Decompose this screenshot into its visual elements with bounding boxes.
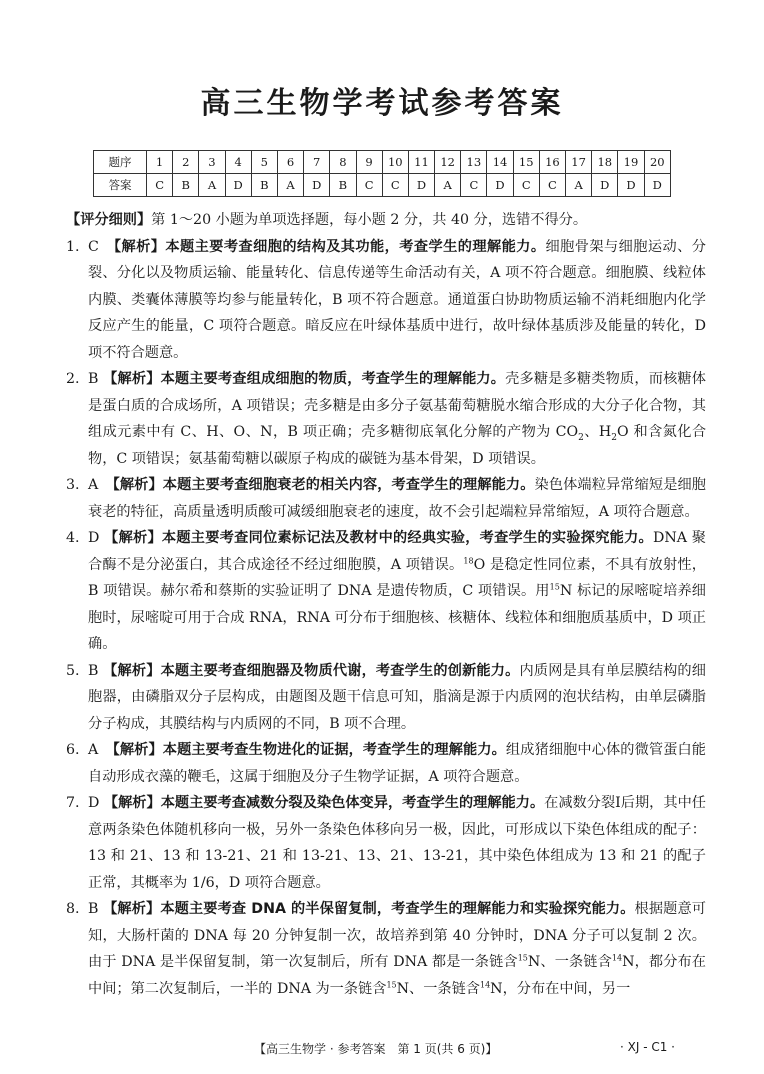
item-number: 8. [66,901,80,917]
item-body: 细胞骨架与细胞运动、分裂、分化以及物质运输、能量转化、信息传递等生命活动有关，A 项不符合题意。细胞膜、线粒体内膜、类囊体薄膜等均参与能量转化，B 项不符合题意。通道蛋白协助物质运输不消耗细胞内化学反应产生的能量，C 项符合题意。暗反应在叶绿体基质中进行，故叶绿体基质涉及能量的转化，D 项不符合题意。 [88,238,706,361]
question-number: 16 [539,151,565,174]
item-body: N 标记的尿嘧啶培养细胞时，尿嘧啶可用于合成 RNA，RNA 可分布于细胞核、核糖体、线粒体和细胞质基质中，D 项正确。 [88,583,706,652]
item-lead: 本题主要考查同位素标记法及教材中的经典实验，考查学生的实验探究能力。 [161,530,653,546]
question-number: 20 [644,151,670,174]
answer-cell: A [199,174,225,197]
item-number: 6. [66,742,80,758]
item-lead: 本题主要考查组成细胞的物质，考查学生的理解能力。 [160,371,506,387]
answer-cell: C [356,174,382,197]
answer-table [93,150,671,197]
question-number: 7 [304,151,330,174]
explanation-item [66,896,706,1002]
analysis-tag: 【解析】 [104,530,162,546]
superscript: 14 [611,953,623,963]
answer-cell: C [513,174,539,197]
explanation-item [66,234,706,367]
answer-cell: C [461,174,487,197]
answer-cell: D [592,174,618,197]
item-body: DNA 聚合酶不是分泌蛋白，其合成途径不经过细胞膜，A 项错误。 [88,530,706,573]
answer-row [94,174,671,197]
superscript: 15 [517,953,528,963]
question-number: 1 [147,151,173,174]
item-lead: 本题主要考查细胞器及物质代谢，考查学生的创新能力。 [160,662,520,679]
answer-cell: D [225,174,251,197]
item-answer: A [88,477,99,493]
item-number: 5. [66,662,80,679]
answer-cell: C [539,174,565,197]
item-lead: 本题主要考查 DNA 的半保留复制，考查学生的理解能力和实验探究能力。 [160,901,635,917]
item-answer: C [88,238,99,255]
question-number: 3 [199,151,225,174]
explanation-item [66,366,706,472]
question-number: 14 [487,151,513,174]
question-number: 8 [330,151,356,174]
item-body: 组成猪细胞中心体的微管蛋白能自动形成衣藻的鞭毛，这属于细胞及分子生物学证据，A 项符合题意。 [88,742,706,785]
explanation-item [66,737,706,790]
item-body: 内质网是具有单层膜结构的细胞器，由磷脂双分子层构成，由题图及题干信息可知，脂滴是源于内质网的泡状结构，由单层磷脂分子构成，其膜结构与内质网的不同，B 项不合理。 [88,662,706,732]
item-answer: D [88,795,100,811]
item-answer: B [88,901,99,917]
item-number: 3. [66,477,80,493]
item-answer: A [88,742,99,758]
item-body: 根据题意可知，大肠杆菌的 DNA 每 20 分钟复制一次，故培养到第 40 分钟时，DNA 分子可以复制 2 次。由于 DNA 是半保留复制，第一次复制后，所有 DNA 都是一条链含 [88,901,706,970]
question-number: 9 [356,151,382,174]
answer-cell: A [435,174,461,197]
answer-cell: A [277,174,303,197]
analysis-tag: 【解析】 [103,901,161,917]
superscript: 14 [479,979,491,989]
item-lead: 本题主要考查细胞的结构及其功能，考查学生的理解能力。 [165,238,546,255]
question-number: 11 [408,151,434,174]
question-number-row [94,151,671,174]
item-body: O 和含氮化合物，C 项错误；氨基葡萄糖以碳原子构成的碳链为基本骨架，D 项错误。 [88,424,707,467]
explanations [66,207,706,1002]
answer-cell: B [330,174,356,197]
answer-cell: C [382,174,408,197]
item-answer: B [88,371,99,387]
item-number: 2. [66,371,80,387]
grading-rule-label: 【评分细则】 [66,212,152,228]
analysis-tag: 【解析】 [113,238,166,255]
analysis-tag: 【解析】 [103,662,161,679]
item-body: N、一条链含 [527,954,612,970]
item-body: 、H [583,424,612,440]
question-number: 15 [513,151,539,174]
item-answer: D [88,530,100,546]
explanation-item [66,472,706,525]
answer-cell: D [644,174,670,197]
item-body: 染色体端粒异常缩短是细胞衰老的特征，高质量透明质酸可减缓细胞衰老的速度，故不会引起端粒异常缩短，A 项符合题意。 [88,477,706,520]
row-header-answer: 答案 [94,174,147,197]
answer-cell: D [487,174,513,197]
item-lead: 本题主要考查减数分裂及染色体变异，考查学生的理解能力。 [160,795,545,811]
answer-cell: A [566,174,592,197]
superscript: 15 [549,582,560,592]
subscript: 2 [578,432,584,443]
superscript: 18 [463,555,474,565]
item-body: 壳多糖是多糖类物质，而核糖体是蛋白质的合成场所，A 项错误；壳多糖是由多分子氨基葡萄糖脱水缩合形成的大分子化合物，其组成元素中有 C、H、O、N，B 项正确；壳多糖彻底氧化分解的产物为 CO [88,371,706,440]
question-number: 18 [592,151,618,174]
question-number: 6 [277,151,303,174]
item-number: 7. [66,795,80,811]
question-number: 17 [566,151,592,174]
item-body: O 是稳定性同位素，不具有放射性，B 项错误。赫尔希和蔡斯的实验证明了 DNA 是遗传物质，C 项错误。用 [88,556,706,599]
question-number: 12 [435,151,461,174]
item-number: 1. [66,238,80,255]
grading-rule [66,207,706,234]
item-body: 在减数分裂Ⅰ后期，其中任意两条染色体随机移向一极，另外一条染色体移向另一极，因此，可形成以下染色体组成的配子：13 和 21、13 和 13-21、21 和 13-21、13、21、13-21，其中染色体组成为 13 和 21 的配子正常，其概率为 1/6，D 项符合题意。 [88,795,706,891]
question-number: 10 [382,151,408,174]
analysis-tag: 【解析】 [112,742,163,758]
item-body: N、一条链含 [396,980,480,997]
explanation-item [66,790,706,896]
answer-cell: C [147,174,173,197]
question-number: 2 [173,151,199,174]
superscript: 15 [386,979,397,989]
question-number: 13 [461,151,487,174]
answer-cell: D [618,174,644,197]
page-title: 高三生物学考试参考答案 [200,86,564,121]
question-number: 19 [618,151,644,174]
item-lead: 本题主要考查细胞衰老的相关内容，考查学生的理解能力。 [162,477,535,493]
item-lead: 本题主要考查生物进化的证据，考查学生的理解能力。 [162,742,506,758]
answer-cell: B [251,174,277,197]
page-footer: 【高三生物学 · 参考答案 第 1 页(共 6 页)】 [254,1042,498,1056]
answer-cell: D [408,174,434,197]
analysis-tag: 【解析】 [112,477,163,493]
item-body: N，都分布在中间；第二次复制后，一半的 DNA 为一条链含 [88,954,706,997]
question-number: 5 [251,151,277,174]
analysis-tag: 【解析】 [103,371,161,387]
item-number: 4. [66,530,80,546]
subscript: 2 [611,432,617,443]
grading-rule-text: 第 1～20 小题为单项选择题，每小题 2 分，共 40 分，选错不得分。 [151,212,588,228]
explanation-item [66,658,706,738]
question-number: 4 [225,151,251,174]
item-answer: B [88,662,99,679]
exam-code: · XJ - C1 · [620,1040,675,1054]
item-body: N，分布在中间，另一 [490,980,631,997]
explanation-item [66,525,706,658]
answer-cell: B [173,174,199,197]
analysis-tag: 【解析】 [103,795,161,811]
row-header-question: 题序 [94,151,147,174]
answer-cell: D [304,174,330,197]
